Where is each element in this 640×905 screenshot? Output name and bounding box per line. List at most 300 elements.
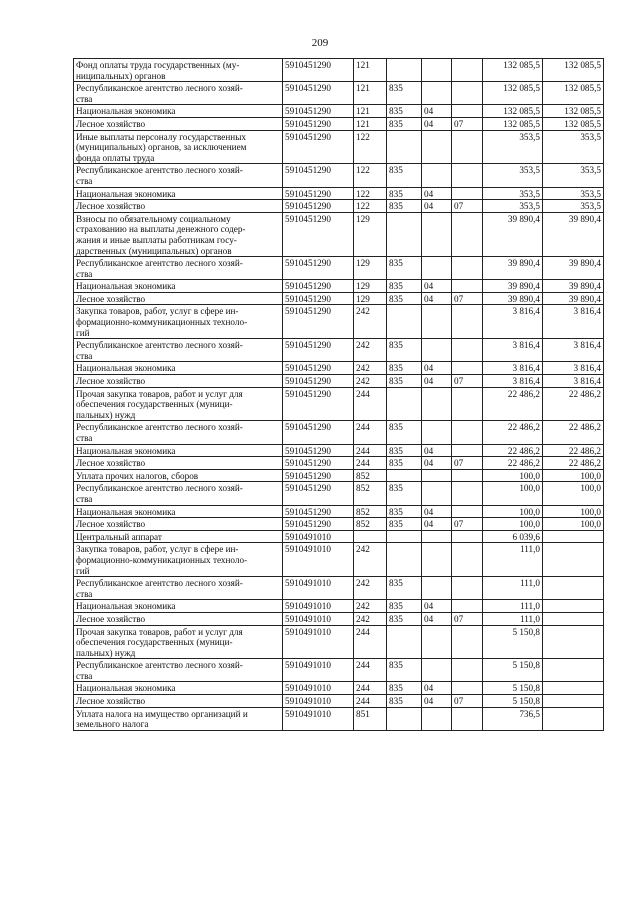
amount-2-cell: 3 816,4 <box>543 362 604 375</box>
expense-type-cell: 242 <box>354 543 387 577</box>
amount-2-cell: 3 816,4 <box>543 305 604 339</box>
table-row <box>74 421 604 444</box>
administrator-code-cell <box>387 625 422 659</box>
table-row <box>74 305 604 339</box>
amount-1-cell: 353,5 <box>483 164 543 187</box>
section-cell <box>422 59 452 82</box>
expense-type-cell: 242 <box>354 577 387 600</box>
expense-name-cell: Лесное хозяйство <box>74 612 283 625</box>
subsection-cell <box>452 482 483 505</box>
amount-2-cell: 353,5 <box>543 164 604 187</box>
target-article-cell: 5910451290 <box>283 280 354 293</box>
subsection-cell <box>452 105 483 118</box>
amount-1-cell: 5 150,8 <box>483 625 543 659</box>
expense-type-cell: 242 <box>354 305 387 339</box>
expense-type-cell: 122 <box>354 164 387 187</box>
amount-2-cell: 39 890,4 <box>543 280 604 293</box>
target-article-cell: 5910451290 <box>283 130 354 164</box>
table-row <box>74 280 604 293</box>
section-cell <box>422 530 452 543</box>
target-article-cell: 5910491010 <box>283 707 354 730</box>
subsection-cell <box>452 257 483 280</box>
amount-1-cell: 132 085,5 <box>483 117 543 130</box>
expense-type-cell: 242 <box>354 362 387 375</box>
subsection-cell <box>452 387 483 421</box>
subsection-cell: 07 <box>452 200 483 213</box>
expense-type-cell: 121 <box>354 59 387 82</box>
amount-1-cell: 353,5 <box>483 187 543 200</box>
expense-name-cell: Республиканское агентство лесного хозяй- ства <box>74 577 283 600</box>
amount-2-cell: 132 085,5 <box>543 82 604 105</box>
amount-1-cell: 132 085,5 <box>483 82 543 105</box>
amount-2-cell: 100,0 <box>543 482 604 505</box>
target-article-cell: 5910491010 <box>283 695 354 708</box>
subsection-cell <box>452 280 483 293</box>
table-row <box>74 482 604 505</box>
amount-2-cell: 22 486,2 <box>543 444 604 457</box>
administrator-code-cell: 835 <box>387 105 422 118</box>
subsection-cell <box>452 339 483 362</box>
expense-type-cell <box>354 530 387 543</box>
administrator-code-cell: 835 <box>387 82 422 105</box>
section-cell <box>422 130 452 164</box>
section-cell <box>422 257 452 280</box>
administrator-code-cell: 835 <box>387 187 422 200</box>
expense-name-cell: Закупка товаров, работ, услуг в сфере ин- формационно-коммуникационных техноло- гий <box>74 305 283 339</box>
administrator-code-cell: 835 <box>387 577 422 600</box>
target-article-cell: 5910491010 <box>283 682 354 695</box>
expense-type-cell: 242 <box>354 600 387 613</box>
expense-name-cell: Лесное хозяйство <box>74 457 283 470</box>
expense-name-cell: Закупка товаров, работ, услуг в сфере ин- формационно-коммуникационных техноло- гий <box>74 543 283 577</box>
section-cell <box>422 305 452 339</box>
section-cell: 04 <box>422 600 452 613</box>
expense-name-cell: Национальная экономика <box>74 444 283 457</box>
section-cell <box>422 482 452 505</box>
section-cell: 04 <box>422 444 452 457</box>
expense-name-cell: Лесное хозяйство <box>74 695 283 708</box>
expense-type-cell: 244 <box>354 659 387 682</box>
expense-name-cell: Республиканское агентство лесного хозяй- ства <box>74 164 283 187</box>
expense-type-cell: 121 <box>354 117 387 130</box>
subsection-cell <box>452 682 483 695</box>
expense-type-cell: 129 <box>354 212 387 256</box>
expense-type-cell: 244 <box>354 421 387 444</box>
administrator-code-cell: 835 <box>387 482 422 505</box>
amount-1-cell: 22 486,2 <box>483 387 543 421</box>
subsection-cell: 07 <box>452 612 483 625</box>
expense-name-cell: Прочая закупка товаров, работ и услуг для обеспечения государственных (муници- пальных) нужд <box>74 387 283 421</box>
amount-1-cell: 39 890,4 <box>483 292 543 305</box>
target-article-cell: 5910451290 <box>283 362 354 375</box>
target-article-cell: 5910451290 <box>283 164 354 187</box>
amount-2-cell: 132 085,5 <box>543 59 604 82</box>
amount-2-cell: 22 486,2 <box>543 387 604 421</box>
amount-1-cell: 5 150,8 <box>483 682 543 695</box>
expense-name-cell: Республиканское агентство лесного хозяй- ства <box>74 659 283 682</box>
subsection-cell: 07 <box>452 375 483 388</box>
expense-type-cell: 129 <box>354 280 387 293</box>
expense-type-cell: 244 <box>354 682 387 695</box>
administrator-code-cell: 835 <box>387 682 422 695</box>
expense-type-cell: 244 <box>354 695 387 708</box>
section-cell: 04 <box>422 682 452 695</box>
table-row <box>74 600 604 613</box>
amount-1-cell: 3 816,4 <box>483 362 543 375</box>
amount-2-cell: 100,0 <box>543 518 604 531</box>
target-article-cell: 5910451290 <box>283 82 354 105</box>
table-row <box>74 339 604 362</box>
target-article-cell: 5910451290 <box>283 387 354 421</box>
administrator-code-cell <box>387 469 422 482</box>
amount-2-cell <box>543 577 604 600</box>
target-article-cell: 5910451290 <box>283 187 354 200</box>
expense-name-cell: Лесное хозяйство <box>74 117 283 130</box>
expense-name-cell: Иные выплаты персоналу государственных (муниципальных) органов, за исключением фонда оплаты труда <box>74 130 283 164</box>
section-cell <box>422 543 452 577</box>
target-article-cell: 5910451290 <box>283 518 354 531</box>
amount-1-cell: 22 486,2 <box>483 444 543 457</box>
expense-type-cell: 244 <box>354 625 387 659</box>
administrator-code-cell <box>387 707 422 730</box>
table-row <box>74 505 604 518</box>
section-cell <box>422 82 452 105</box>
expense-name-cell: Лесное хозяйство <box>74 200 283 213</box>
subsection-cell <box>452 212 483 256</box>
target-article-cell: 5910451290 <box>283 212 354 256</box>
table-row <box>74 659 604 682</box>
table-row <box>74 387 604 421</box>
amount-2-cell: 353,5 <box>543 187 604 200</box>
administrator-code-cell: 835 <box>387 200 422 213</box>
table-row <box>74 530 604 543</box>
amount-1-cell: 3 816,4 <box>483 305 543 339</box>
amount-2-cell <box>543 543 604 577</box>
subsection-cell: 07 <box>452 518 483 531</box>
amount-1-cell: 39 890,4 <box>483 280 543 293</box>
subsection-cell <box>452 187 483 200</box>
administrator-code-cell <box>387 543 422 577</box>
amount-1-cell: 111,0 <box>483 612 543 625</box>
amount-2-cell: 39 890,4 <box>543 257 604 280</box>
target-article-cell: 5910491010 <box>283 530 354 543</box>
section-cell: 04 <box>422 200 452 213</box>
amount-1-cell: 3 816,4 <box>483 375 543 388</box>
subsection-cell: 07 <box>452 457 483 470</box>
expense-name-cell: Республиканское агентство лесного хозяй- ства <box>74 257 283 280</box>
amount-2-cell: 100,0 <box>543 469 604 482</box>
administrator-code-cell: 835 <box>387 257 422 280</box>
target-article-cell: 5910451290 <box>283 482 354 505</box>
target-article-cell: 5910491010 <box>283 543 354 577</box>
page-number: 209 <box>311 37 329 49</box>
expense-type-cell: 242 <box>354 375 387 388</box>
amount-1-cell: 100,0 <box>483 505 543 518</box>
amount-1-cell: 111,0 <box>483 543 543 577</box>
expense-name-cell: Лесное хозяйство <box>74 518 283 531</box>
section-cell: 04 <box>422 457 452 470</box>
amount-1-cell: 111,0 <box>483 577 543 600</box>
table-row <box>74 130 604 164</box>
target-article-cell: 5910491010 <box>283 612 354 625</box>
section-cell: 04 <box>422 362 452 375</box>
table-row <box>74 707 604 730</box>
section-cell <box>422 387 452 421</box>
amount-2-cell: 3 816,4 <box>543 375 604 388</box>
subsection-cell <box>452 421 483 444</box>
amount-1-cell: 22 486,2 <box>483 457 543 470</box>
amount-1-cell: 22 486,2 <box>483 421 543 444</box>
subsection-cell: 07 <box>452 695 483 708</box>
target-article-cell: 5910451290 <box>283 292 354 305</box>
expense-type-cell: 852 <box>354 469 387 482</box>
amount-1-cell: 5 150,8 <box>483 659 543 682</box>
target-article-cell: 5910491010 <box>283 659 354 682</box>
amount-1-cell: 132 085,5 <box>483 105 543 118</box>
administrator-code-cell: 835 <box>387 292 422 305</box>
expense-type-cell: 244 <box>354 387 387 421</box>
target-article-cell: 5910491010 <box>283 625 354 659</box>
amount-2-cell: 132 085,5 <box>543 105 604 118</box>
subsection-cell <box>452 577 483 600</box>
subsection-cell <box>452 82 483 105</box>
expense-name-cell: Уплата прочих налогов, сборов <box>74 469 283 482</box>
subsection-cell <box>452 530 483 543</box>
administrator-code-cell <box>387 387 422 421</box>
expense-name-cell: Национальная экономика <box>74 600 283 613</box>
expense-name-cell: Республиканское агентство лесного хозяй- ства <box>74 421 283 444</box>
expense-name-cell: Лесное хозяйство <box>74 375 283 388</box>
expense-name-cell: Национальная экономика <box>74 362 283 375</box>
section-cell: 04 <box>422 187 452 200</box>
subsection-cell <box>452 362 483 375</box>
amount-1-cell: 100,0 <box>483 469 543 482</box>
target-article-cell: 5910451290 <box>283 59 354 82</box>
expense-type-cell: 122 <box>354 200 387 213</box>
target-article-cell: 5910451290 <box>283 117 354 130</box>
administrator-code-cell: 835 <box>387 518 422 531</box>
table-row <box>74 257 604 280</box>
administrator-code-cell: 835 <box>387 362 422 375</box>
table-row <box>74 105 604 118</box>
table-row <box>74 59 604 82</box>
table-row <box>74 695 604 708</box>
amount-2-cell <box>543 707 604 730</box>
expense-type-cell: 129 <box>354 257 387 280</box>
expense-name-cell: Республиканское агентство лесного хозяй- ства <box>74 82 283 105</box>
amount-1-cell: 353,5 <box>483 200 543 213</box>
section-cell <box>422 659 452 682</box>
expense-name-cell: Фонд оплаты труда государственных (му- ниципальных) органов <box>74 59 283 82</box>
expense-name-cell: Национальная экономика <box>74 280 283 293</box>
section-cell <box>422 707 452 730</box>
administrator-code-cell: 835 <box>387 612 422 625</box>
expense-type-cell: 244 <box>354 444 387 457</box>
administrator-code-cell: 835 <box>387 339 422 362</box>
subsection-cell <box>452 543 483 577</box>
expense-name-cell: Республиканское агентство лесного хозяй- ства <box>74 482 283 505</box>
subsection-cell <box>452 505 483 518</box>
expense-name-cell: Прочая закупка товаров, работ и услуг для обеспечения государственных (муници- пальных) нужд <box>74 625 283 659</box>
administrator-code-cell: 835 <box>387 505 422 518</box>
amount-1-cell: 111,0 <box>483 600 543 613</box>
section-cell: 04 <box>422 612 452 625</box>
amount-2-cell: 3 816,4 <box>543 339 604 362</box>
table-row <box>74 212 604 256</box>
amount-2-cell: 353,5 <box>543 200 604 213</box>
table-row <box>74 577 604 600</box>
expense-type-cell: 129 <box>354 292 387 305</box>
section-cell: 04 <box>422 105 452 118</box>
amount-1-cell: 736,5 <box>483 707 543 730</box>
amount-1-cell: 39 890,4 <box>483 212 543 256</box>
target-article-cell: 5910451290 <box>283 339 354 362</box>
amount-2-cell: 39 890,4 <box>543 212 604 256</box>
table-row <box>74 625 604 659</box>
subsection-cell <box>452 444 483 457</box>
amount-2-cell: 132 085,5 <box>543 117 604 130</box>
administrator-code-cell: 835 <box>387 164 422 187</box>
amount-2-cell <box>543 530 604 543</box>
amount-2-cell: 100,0 <box>543 505 604 518</box>
administrator-code-cell: 835 <box>387 695 422 708</box>
table-row <box>74 187 604 200</box>
amount-2-cell <box>543 659 604 682</box>
subsection-cell <box>452 600 483 613</box>
target-article-cell: 5910451290 <box>283 105 354 118</box>
amount-2-cell <box>543 625 604 659</box>
expense-type-cell: 852 <box>354 482 387 505</box>
expense-name-cell: Центральный аппарат <box>74 530 283 543</box>
subsection-cell <box>452 707 483 730</box>
amount-2-cell <box>543 600 604 613</box>
amount-1-cell: 5 150,8 <box>483 695 543 708</box>
table-row <box>74 682 604 695</box>
amount-1-cell: 100,0 <box>483 518 543 531</box>
expense-name-cell: Национальная экономика <box>74 187 283 200</box>
administrator-code-cell <box>387 212 422 256</box>
expense-type-cell: 122 <box>354 187 387 200</box>
budget-table <box>73 58 604 731</box>
expense-name-cell: Взносы по обязательному социальному страхованию на выплаты денежного содер- жания и иные выплаты работникам госу- дарственных (муниципальных) органов <box>74 212 283 256</box>
expense-type-cell: 242 <box>354 612 387 625</box>
target-article-cell: 5910451290 <box>283 444 354 457</box>
section-cell: 04 <box>422 375 452 388</box>
amount-2-cell <box>543 612 604 625</box>
table-row <box>74 469 604 482</box>
administrator-code-cell <box>387 130 422 164</box>
expense-type-cell: 121 <box>354 105 387 118</box>
amount-1-cell: 353,5 <box>483 130 543 164</box>
subsection-cell: 07 <box>452 292 483 305</box>
administrator-code-cell: 835 <box>387 421 422 444</box>
amount-1-cell: 132 085,5 <box>483 59 543 82</box>
section-cell <box>422 339 452 362</box>
expense-type-cell: 852 <box>354 518 387 531</box>
table-row <box>74 82 604 105</box>
table-row <box>74 200 604 213</box>
amount-2-cell: 39 890,4 <box>543 292 604 305</box>
table-row <box>74 518 604 531</box>
amount-2-cell: 22 486,2 <box>543 421 604 444</box>
amount-2-cell: 353,5 <box>543 130 604 164</box>
section-cell <box>422 625 452 659</box>
amount-2-cell <box>543 682 604 695</box>
administrator-code-cell: 835 <box>387 280 422 293</box>
subsection-cell: 07 <box>452 117 483 130</box>
subsection-cell <box>452 164 483 187</box>
section-cell: 04 <box>422 695 452 708</box>
subsection-cell <box>452 59 483 82</box>
section-cell: 04 <box>422 280 452 293</box>
administrator-code-cell: 835 <box>387 457 422 470</box>
table-row <box>74 612 604 625</box>
target-article-cell: 5910451290 <box>283 305 354 339</box>
expense-name-cell: Национальная экономика <box>74 682 283 695</box>
table-row <box>74 362 604 375</box>
expense-type-cell: 122 <box>354 130 387 164</box>
section-cell: 04 <box>422 505 452 518</box>
section-cell <box>422 421 452 444</box>
amount-1-cell: 100,0 <box>483 482 543 505</box>
section-cell <box>422 469 452 482</box>
section-cell: 04 <box>422 292 452 305</box>
expense-name-cell: Республиканское агентство лесного хозяй- ства <box>74 339 283 362</box>
administrator-code-cell: 835 <box>387 444 422 457</box>
section-cell <box>422 164 452 187</box>
amount-2-cell: 22 486,2 <box>543 457 604 470</box>
administrator-code-cell: 835 <box>387 117 422 130</box>
expense-type-cell: 851 <box>354 707 387 730</box>
target-article-cell: 5910451290 <box>283 200 354 213</box>
expense-type-cell: 242 <box>354 339 387 362</box>
target-article-cell: 5910451290 <box>283 375 354 388</box>
target-article-cell: 5910451290 <box>283 469 354 482</box>
target-article-cell: 5910451290 <box>283 257 354 280</box>
budget-table-body <box>74 59 604 731</box>
expense-name-cell: Национальная экономика <box>74 505 283 518</box>
expense-type-cell: 852 <box>354 505 387 518</box>
expense-name-cell: Уплата налога на имущество организаций и земельного налога <box>74 707 283 730</box>
table-row <box>74 543 604 577</box>
table-row <box>74 292 604 305</box>
administrator-code-cell: 835 <box>387 600 422 613</box>
amount-1-cell: 3 816,4 <box>483 339 543 362</box>
table-row <box>74 457 604 470</box>
section-cell: 04 <box>422 117 452 130</box>
target-article-cell: 5910491010 <box>283 577 354 600</box>
section-cell <box>422 212 452 256</box>
administrator-code-cell <box>387 305 422 339</box>
expense-type-cell: 244 <box>354 457 387 470</box>
section-cell: 04 <box>422 518 452 531</box>
subsection-cell <box>452 625 483 659</box>
administrator-code-cell: 835 <box>387 659 422 682</box>
amount-2-cell <box>543 695 604 708</box>
target-article-cell: 5910451290 <box>283 457 354 470</box>
amount-1-cell: 6 039,6 <box>483 530 543 543</box>
target-article-cell: 5910451290 <box>283 421 354 444</box>
administrator-code-cell <box>387 59 422 82</box>
expense-name-cell: Национальная экономика <box>74 105 283 118</box>
subsection-cell <box>452 469 483 482</box>
administrator-code-cell: 835 <box>387 375 422 388</box>
table-row <box>74 164 604 187</box>
expense-type-cell: 121 <box>354 82 387 105</box>
table-row <box>74 117 604 130</box>
subsection-cell <box>452 130 483 164</box>
target-article-cell: 5910491010 <box>283 600 354 613</box>
